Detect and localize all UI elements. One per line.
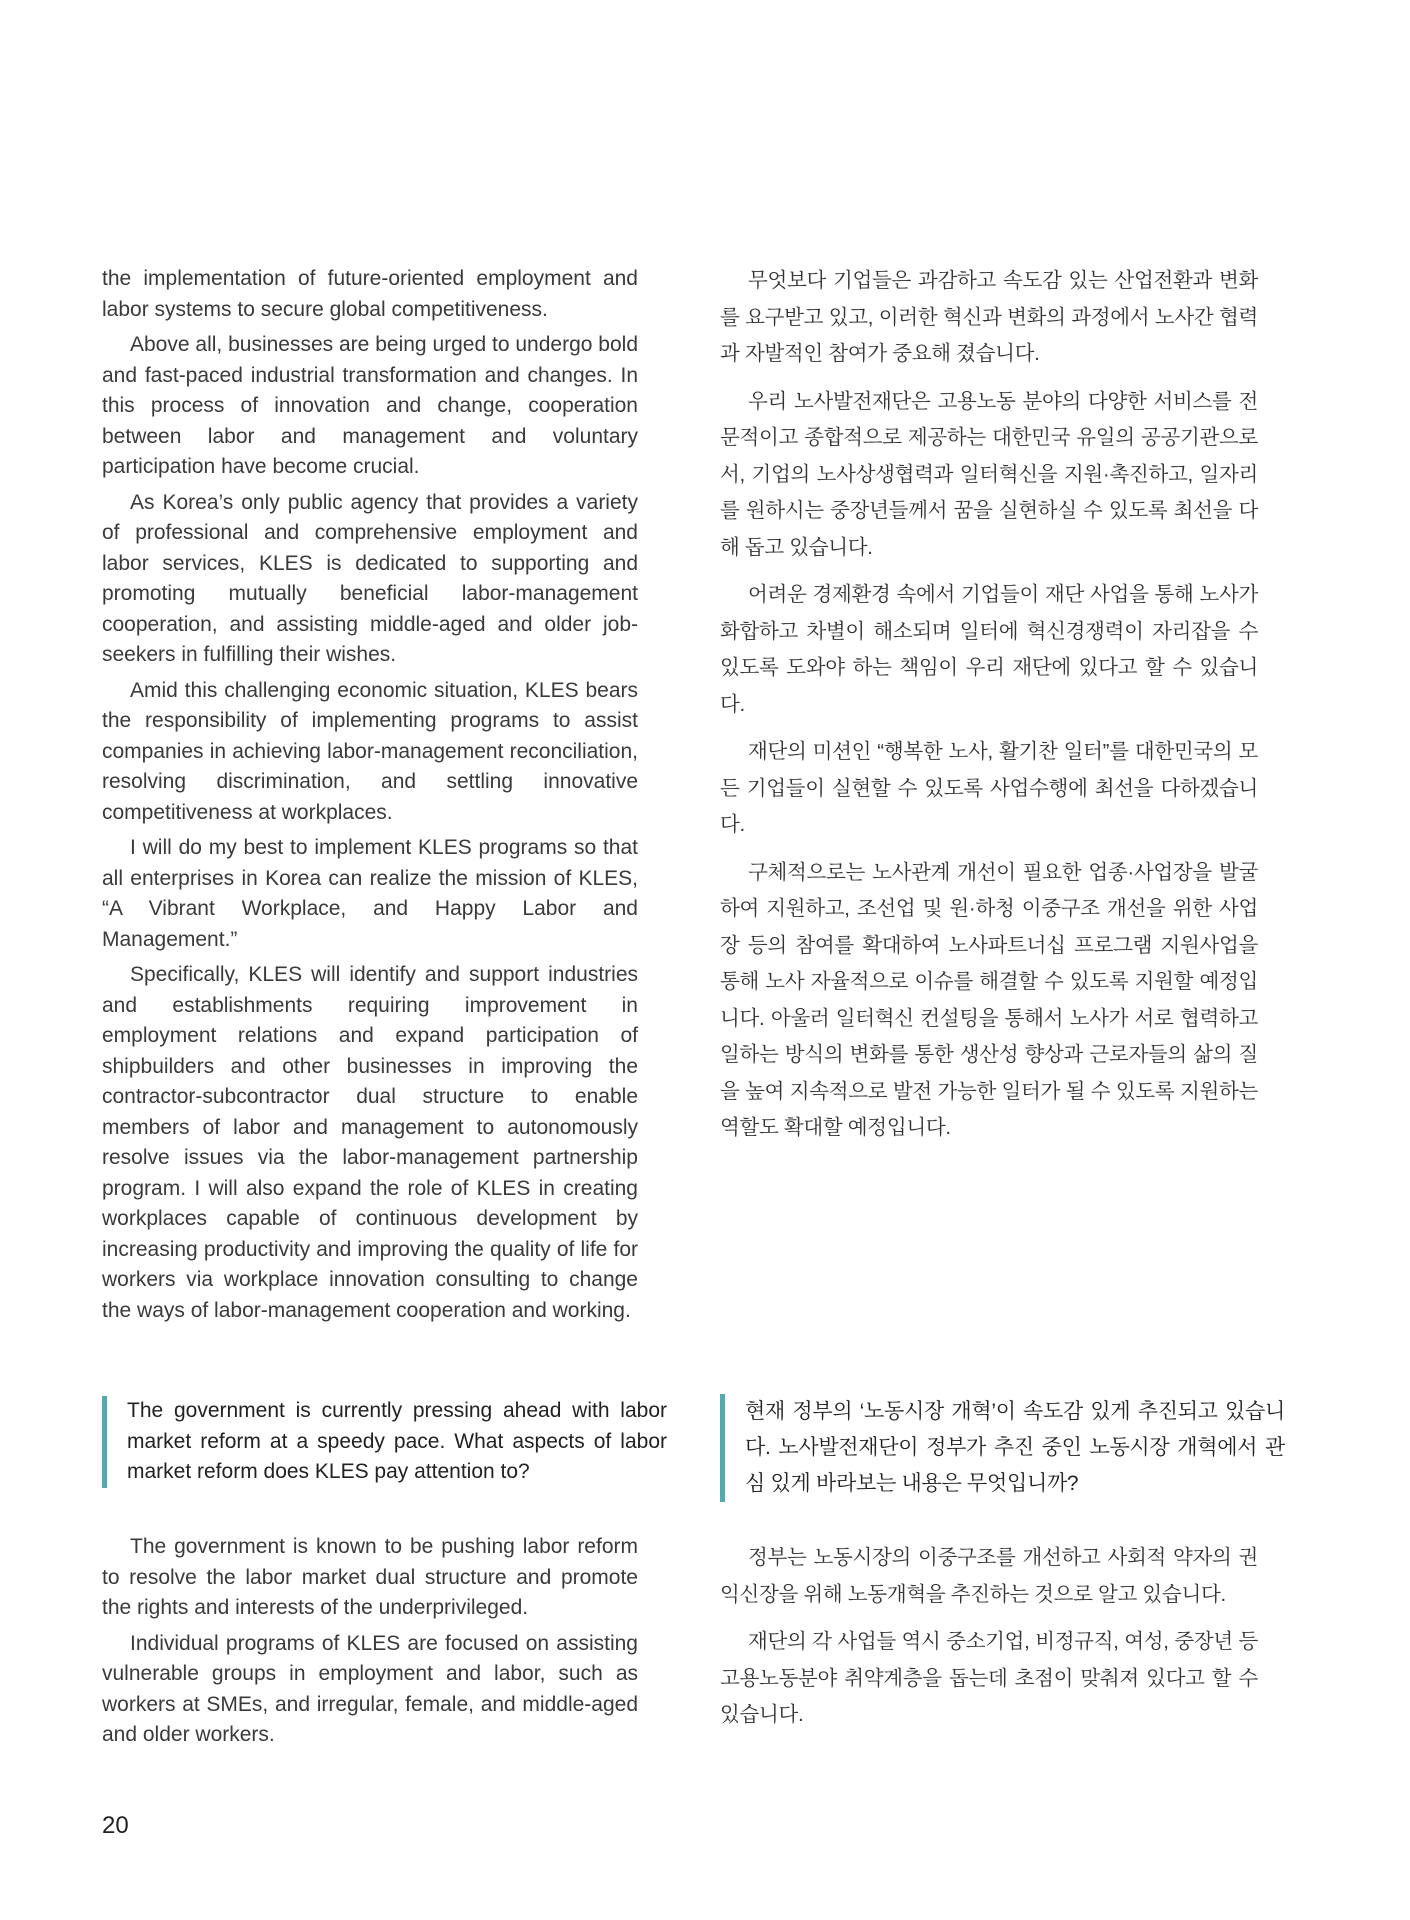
en-paragraph-1: the implementation of future-oriented employment and labor systems to secure global competitiveness. xyxy=(102,267,638,321)
en-paragraph-5: I will do my best to implement KLES programs so that all enterprises in Korea can realize the mission of KLES, “A Vibrant Workplace, and Happy Labor and Management.” xyxy=(102,836,638,951)
korean-question-block xyxy=(720,1394,1285,1502)
english-answer-column xyxy=(102,1532,638,1756)
korean-body-column xyxy=(720,263,1258,1158)
ko-answer-paragraph-2: 재단의 각 사업들 역시 중소기업, 비정규직, 여성, 중장년 등 고용노동분야 취약계층을 돕는데 초점이 맞춰져 있다고 할 수 있습니다. xyxy=(720,1630,1258,1726)
korean-question: 현재 정부의 ‘노동시장 개혁’이 속도감 있게 추진되고 있습니다. 노사발전재단이 정부가 추진 중인 노동시장 개혁에서 관심 있게 바라보는 내용은 무엇입니까? xyxy=(745,1400,1285,1495)
en-paragraph-4: Amid this challenging economic situation, KLES bears the responsibility of implementing programs to assist companies in achieving labor-management reconciliation, resolving discrimination, and settling innovative competitiveness at workplaces. xyxy=(102,678,638,824)
ko-paragraph-3: 어려운 경제환경 속에서 기업들이 재단 사업을 통해 노사가 화합하고 차별이 해소되며 일터에 혁신경쟁력이 자리잡을 수 있도록 도와야 하는 책임이 우리 재단에 있다고 할 수 있습니다. xyxy=(720,583,1258,716)
ko-paragraph-5: 구체적으로는 노사관계 개선이 필요한 업종·사업장을 발굴하여 지원하고, 조선업 및 원·하청 이중구조 개선을 위한 사업장 등의 참여를 확대하여 노사파트너십 프로그램 지원사업을 통해 노사 자율적으로 이슈를 해결할 수 있도록 지원할 예정입니다. 아울러 일터혁신 컨설팅을 통해서 노사가 서로 협력하고 일하는 방식의 변화를 통한 생산성 향상과 근로자들의 삶의 질을 높여 지속적으로 발전 가능한 일터가 될 수 있도록 지원하는 역할도 확대할 예정입니다. xyxy=(720,860,1258,1139)
english-question-block xyxy=(102,1396,667,1488)
ko-paragraph-2: 우리 노사발전재단은 고용노동 분야의 다양한 서비스를 전문적이고 종합적으로 제공하는 대한민국 유일의 공공기관으로서, 기업의 노사상생협력과 일터혁신을 지원·촉진하고, 일자리를 원하시는 중장년들께서 꿈을 실현하실 수 있도록 최선을 다해 돕고 있습니다. xyxy=(720,389,1258,559)
korean-answer-column xyxy=(720,1540,1258,1745)
en-paragraph-6: Specifically, KLES will identify and support industries and establishments requiring improvement in employment relations and expand participation of shipbuilders and other businesses in improving the contractor-subcontractor dual structure to enable members of labor and management to autonomously resolve issues via the labor-management partnership program. I will also expand the role of KLES in creating workplaces capable of continuous development by increasing productivity and improving the quality of life for workers via workplace innovation consulting to change the ways of labor-management cooperation and working. xyxy=(102,963,638,1322)
ko-paragraph-1: 무엇보다 기업들은 과감하고 속도감 있는 산업전환과 변화를 요구받고 있고, 이러한 혁신과 변화의 과정에서 노사간 협력과 자발적인 참여가 중요해 졌습니다. xyxy=(720,269,1258,365)
english-question: The government is currently pressing ahead with labor market reform at a speedy pace. What aspects of labor market reform does KLES pay attention to? xyxy=(127,1399,667,1483)
en-answer-paragraph-2: Individual programs of KLES are focused on assisting vulnerable groups in employment and labor, such as workers at SMEs, and irregular, female, and middle-aged and older workers. xyxy=(102,1631,638,1746)
page-number: 20 xyxy=(102,1812,129,1839)
ko-paragraph-4: 재단의 미션인 “행복한 노사, 활기찬 일터”를 대한민국의 모든 기업들이 실현할 수 있도록 사업수행에 최선을 다하겠습니다. xyxy=(720,740,1258,836)
en-answer-paragraph-1: The government is known to be pushing labor reform to resolve the labor market dual structure and promote the rights and interests of the underprivileged. xyxy=(102,1535,638,1619)
en-paragraph-3: As Korea’s only public agency that provides a variety of professional and comprehensive employment and labor services, KLES is dedicated to supporting and promoting mutually beneficial labor-management cooperation, and assisting middle-aged and older job-seekers in fulfilling their wishes. xyxy=(102,490,638,666)
english-body-column xyxy=(102,264,638,1331)
ko-answer-paragraph-1: 정부는 노동시장의 이중구조를 개선하고 사회적 약자의 권익신장을 위해 노동개혁을 추진하는 것으로 알고 있습니다. xyxy=(720,1546,1258,1606)
en-paragraph-2: Above all, businesses are being urged to undergo bold and fast-paced industrial transformation and changes. In this process of innovation and change, cooperation between labor and management and voluntary participation have become crucial. xyxy=(102,333,638,478)
